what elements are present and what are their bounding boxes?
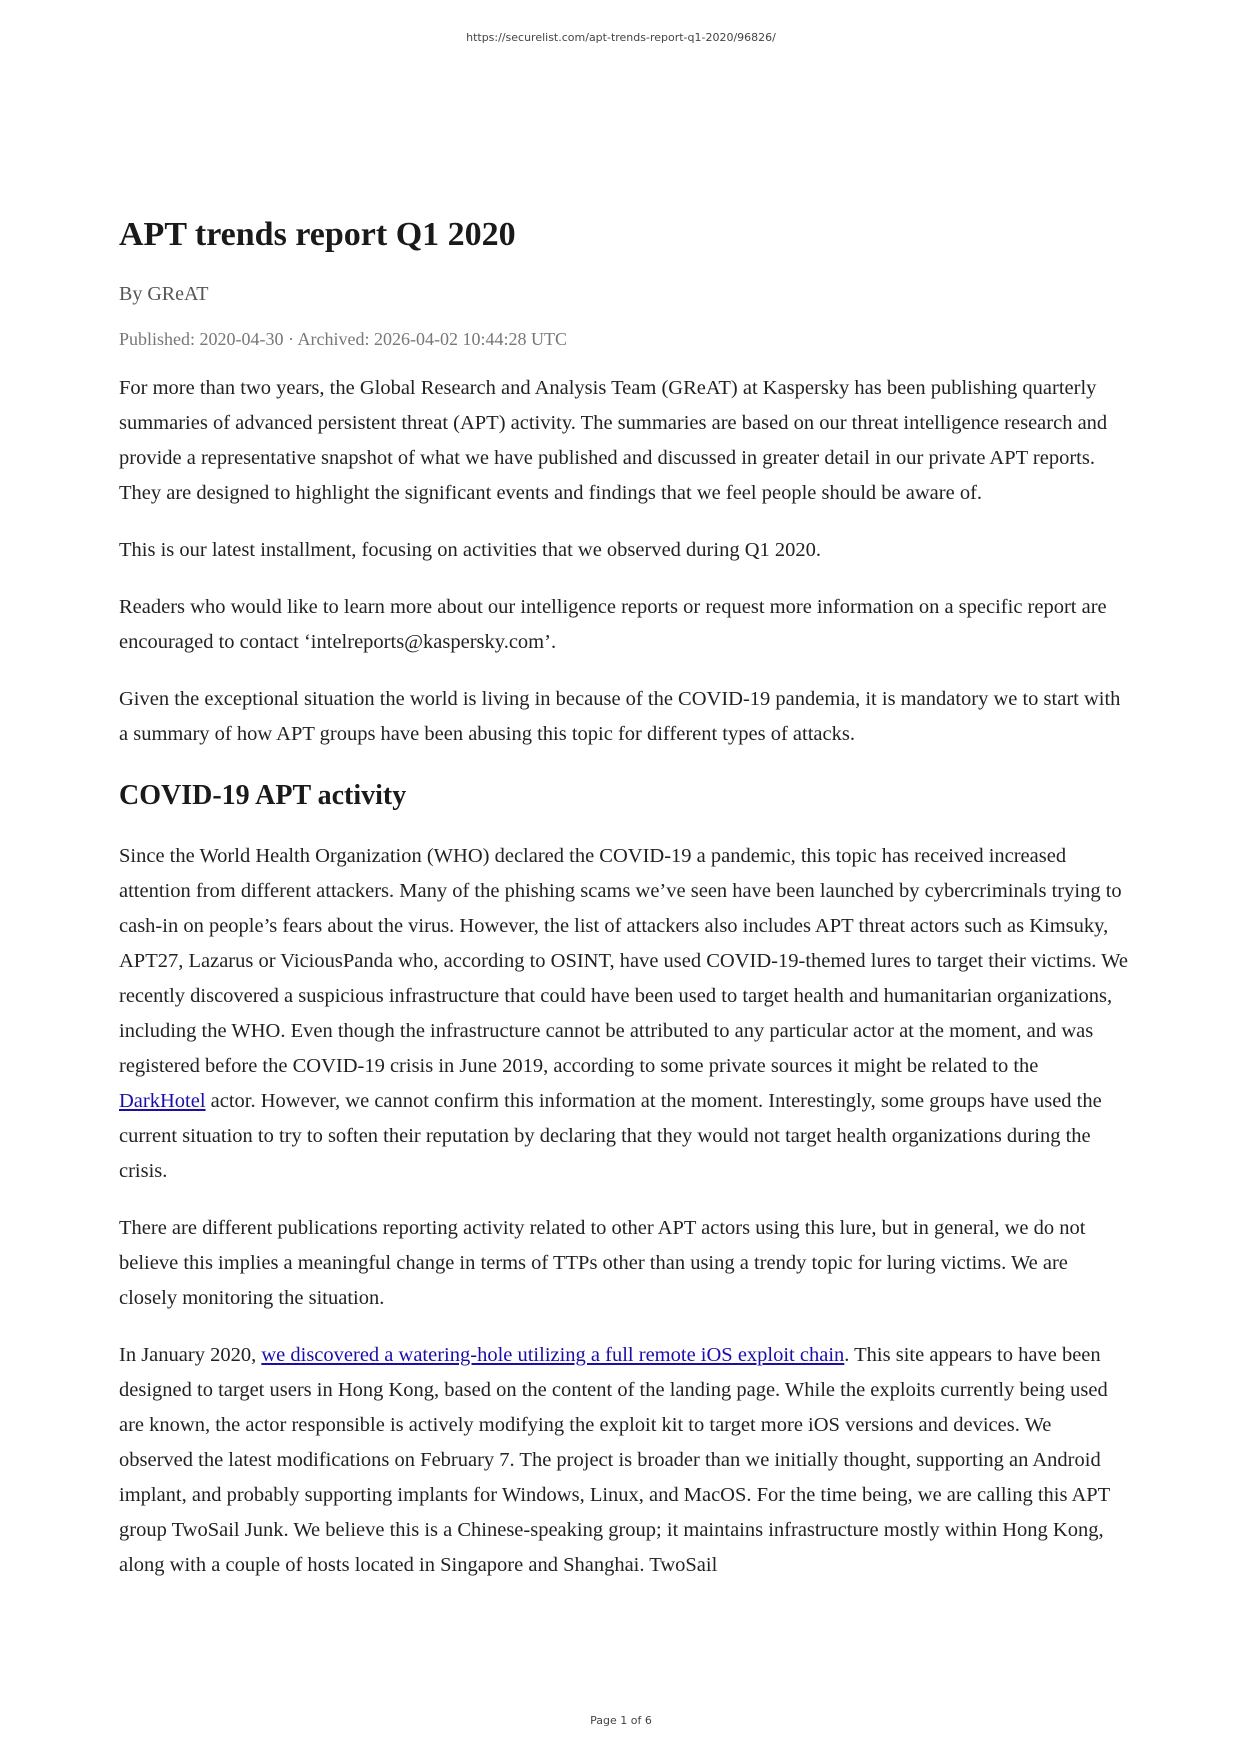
page-url-header: https://securelist.com/apt-trends-report-q1-2020/96826/ [466,31,776,44]
section-heading: COVID-19 APT activity [119,780,407,811]
paragraph-text: In January 2020, [119,1344,262,1366]
paragraph-text: . This site appears to have been designed to target users in Hong Kong, based on the content of the landing page. While the exploits currently being used are known, the actor responsible is actively modifying the exploit kit to target more iOS versions and devices. We observed the latest modifications on February 7. The project is broader than we initially thought, supporting an Android implant, and probably supporting implants for Windows, Linux, and MacOS. For the time being, we are calling this APT group TwoSail Junk. We believe this is a Chinese-speaking group; it maintains infrastructure mostly within Hong Kong, along with a couple of hosts located in Singapore and Shanghai. TwoSail [119,1344,1110,1576]
intro-paragraph: This is our latest installment, focusing on activities that we observed during Q1 2020. [119,539,822,561]
intro-paragraph: Given the exceptional situation the world is living in because of the COVID-19 pandemia, it is mandatory we to start with a summary of how APT groups have been abusing this topic for different types of attacks. [119,688,1121,745]
article [119,212,1129,1583]
watering-hole-link[interactable]: we discovered a watering-hole utilizing a full remote iOS exploit chain [261,1344,845,1366]
paragraph-text: actor. However, we cannot confirm this information at the moment. Interestingly, some groups have used the current situation to try to soften their reputation by declaring that they would not target health organizations during the crisis. [119,1090,1102,1182]
paragraph-text: Since the World Health Organization (WHO) declared the COVID-19 a pandemic, this topic has received increased attention from different attackers. Many of the phishing scams we’ve seen have been launched by cybercriminals trying to cash-in on people’s fears about the virus. However, the list of attackers also includes APT threat actors such as Kimsuky, APT27, Lazarus or ViciousPanda who, according to OSINT, have used COVID-19-themed lures to target their victims. We recently discovered a suspicious infrastructure that could have been used to target health and humanitarian organizations, including the WHO. Even though the infrastructure cannot be attributed to any particular actor at the moment, and was registered before the COVID-19 crisis in June 2019, according to some private sources it might be related to the [119,845,1128,1077]
section-paragraph [119,1338,1129,1583]
intro-paragraph: For more than two years, the Global Research and Analysis Team (GReAT) at Kaspersky has been publishing quarterly summaries of advanced persistent threat (APT) activity. The summaries are based on our threat intelligence research and provide a representative snapshot of what we have published and discussed in greater detail in our private APT reports. They are designed to highlight the significant events and findings that we feel people should be aware of. [119,377,1108,504]
intro-paragraph: Readers who would like to learn more about our intelligence reports or request more information on a specific report are encouraged to contact ‘intelreports@kaspersky.com’. [119,596,1107,653]
darkhotel-link[interactable]: DarkHotel [119,1090,206,1112]
article-title: APT trends report Q1 2020 [119,216,516,253]
article-byline: By GReAT [119,283,209,305]
section-paragraph: There are different publications reporting activity related to other APT actors using this lure, but in general, we do not believe this implies a meaningful change in terms of TTPs other than using a trendy topic for luring victims. We are closely monitoring the situation. [119,1217,1086,1309]
page-number: Page 1 of 6 [590,1714,652,1727]
article-meta: Published: 2020-04-30 · Archived: 2026-04-02 10:44:28 UTC [119,329,567,349]
section-paragraph [119,839,1129,1189]
